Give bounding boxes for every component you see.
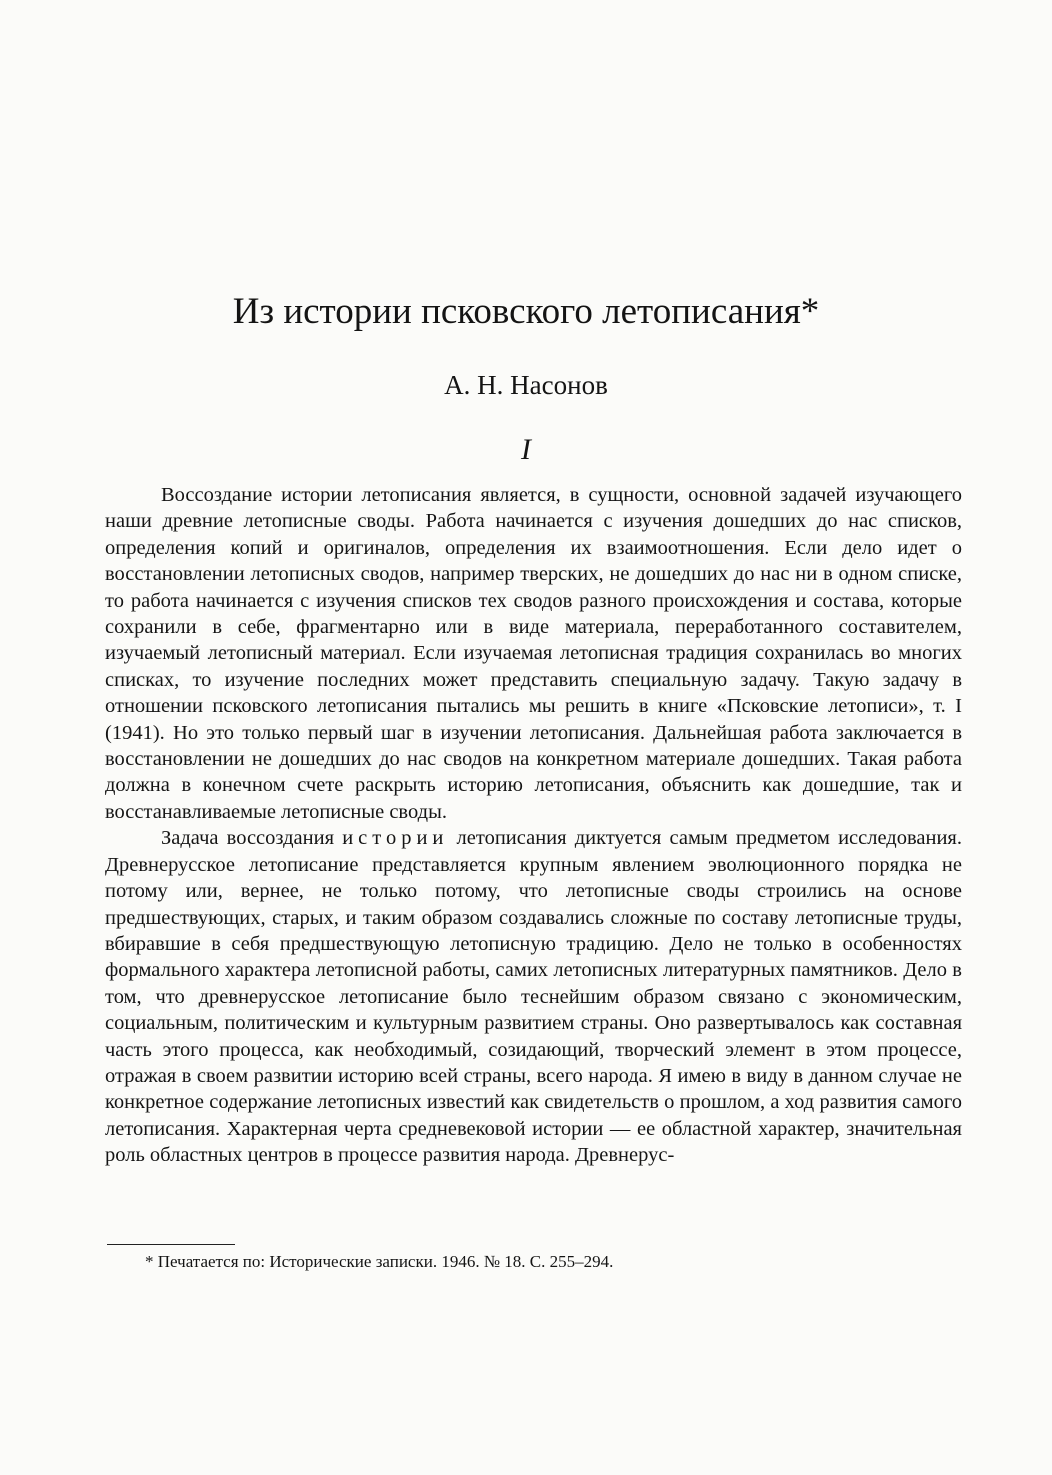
footnote-divider (107, 1244, 235, 1245)
body-paragraph-2 (105, 825, 962, 1168)
article-title: Из истории псковского летописания* (232, 291, 820, 332)
footnote: * Печатается по: Исторические записки. 1946. № 18. С. 255–294. (145, 1252, 614, 1271)
paragraph-2-rest: летописания диктуется самым предметом исследования. Древнерусское летописание представляется крупным явлением эволюционного порядка не потому или, вернее, не только потому, что летописные своды строились на основе предшествующих, старых, и таким образом создавались сложные по составу летописные труды, вбиравшие в себя предшествующую летописную традицию. Дело не только в особенностях формального характера летописной работы, самих летописных литературных памятников. Дело в том, что древнерусское летописание было теснейшим образом связано с экономическим, социальным, политическим и культурным развитием страны. Оно развертывалось как составная часть этого процесса, как необходимый, созидающий, творческий элемент в этом процессе, отражая в своем развитии историю всей страны, всего народа. Я имею в виду в данном случае не конкретное содержание летописных известий как свидетельств о прошлом, а ход развития самого летописания. Характерная черта средневековой истории — ее областной характер, значительная роль областных центров в процессе развития народа. Древнерус- (105, 827, 962, 1167)
body-paragraph-1: Воссоздание истории летописания является, в сущности, основной задачей изучающего наши древние летописные своды. Работа начинается с изучения дошедших до нас списков, определения копий и оригиналов, определения их взаимоотношения. Если дело идет о восстановлении летописных сводов, например тверских, не дошедших до нас ни в одном списке, то работа начинается с изучения списков тех сводов разного происхождения и состава, которые сохранили в себе, фрагментарно или в виде материала, переработанного составителем, изучаемый летописный материал. Если изучаемая летописная традиция сохранилась во многих списках, то изучение последних может представить специальную задачу. Такую задачу в отношении псковского летописания пытались мы решить в книге «Псковские летописи», т. I (1941). Но это только первый шаг в изучении летописания. Дальнейшая работа заключается в восстановлении не дошедших до нас сводов на конкретном материале дошедших. Такая работа должна в конечном счете раскрыть историю летописания, объяснить как дошедшие, так и восстанавливаемые летописные своды. (105, 484, 962, 823)
article-author: А. Н. Насонов (444, 370, 608, 400)
paragraph-2-lead: Задача воссоздания (161, 827, 343, 850)
article-body (105, 482, 962, 1169)
section-number: I (521, 433, 531, 466)
spaced-emphasis-word: истории (342, 827, 449, 850)
